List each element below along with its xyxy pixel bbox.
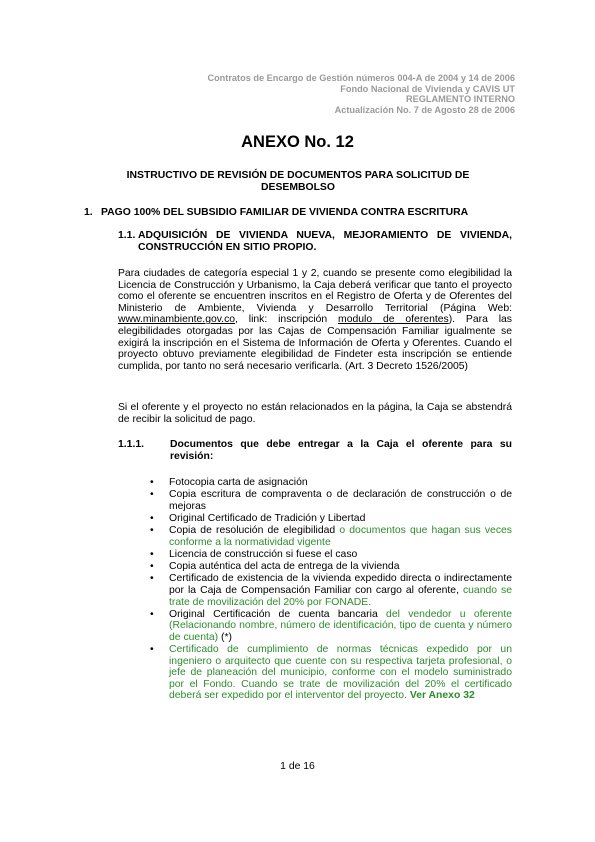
document-item [150,489,512,512]
section-1-1-1-number: 1.1.1. [118,439,144,450]
section-1-1-line1: ADQUISICIÓN DE VIVIENDA NUEVA, MEJORAMIENTO DE VIVIENDA, [138,230,512,241]
document-item-text-black: Copia escritura de compraventa o de declaración de construcción o de mejoras [169,489,512,512]
bullet-icon: • [150,573,154,585]
bullet-icon: • [150,608,154,620]
document-item [150,525,512,548]
page-header [207,73,515,115]
bullet-icon: • [150,489,154,501]
section-1-1-heading [118,230,512,253]
document-subtitle: INSTRUCTIVO DE REVISIÓN DE DOCUMENTOS PARA SOLICITUD DE DESEMBOLSO [126,170,470,193]
document-item-text-green: o documentos que hagan sus veces conforme a la normatividad vigente [169,525,512,548]
document-item-text-black: Original Certificación de cuenta bancaria [169,608,378,620]
document-title: ANEXO No. 12 [241,133,354,151]
bullet-icon: • [150,477,154,488]
section-1-1-1-label: Documentos que debe entregar a la Caja el oferente para su revisión: [170,439,512,462]
document-item-text-black: Copia de resolución de elegibilidad [169,525,336,537]
document-item [150,561,512,573]
header-line-regulation: REGLAMENTO INTERNO [405,94,515,105]
document-item-text-tail: (*) [218,631,232,643]
section-1-1-1-heading [118,439,512,462]
header-line-fund: Fondo Nacional de Vivienda y CAVIS UT [340,83,515,94]
document-item-text-black: Licencia de construcción si fuese el caso [169,548,358,560]
document-item-text-green: cuando se trate de movilización del 20% por FONADE. [169,584,512,608]
document-item [150,513,512,525]
paragraph-1-text-c: ). Para las elegibilidades otorgadas por las Cajas de Compensación Familiar igualmente se exigirá la inscripción en el Sistema de Información de Oferta y Oferentes. Cuando el proyecto obtuvo previamente elegibilidad de Findeter esta inscripción se entiende cumplida, por tanto no será necesario verificarla. (Art. 3 Decreto 1526/2005) [118,314,512,372]
page-number: 1 de 16 [280,761,315,772]
document-item [150,573,512,608]
ministry-website-link[interactable]: www.minambiente.gov.co [118,314,236,326]
required-documents-list [150,477,512,703]
document-item-text-green-bold: Ver Anexo 32 [406,690,475,702]
bullet-icon: • [150,525,154,537]
paragraph-rejection-note: Si el oferente y el proyecto no están relacionados en la página, la Caja se abstendrá de recibir la solicitud de pago. [118,402,512,425]
document-item [150,549,512,561]
document-item [150,477,512,489]
bullet-icon: • [150,548,154,560]
document-item-text-black: Fotocopia carta de asignación [169,477,308,488]
paragraph-1-text-a: Para ciudades de categoría especial 1 y 2, cuando se presente como elegibilidad la Licencia de Construcción y Urbanismo, la Caja deberá verificar que tanto el proyecto como el oferente se encuentren inscritos en el Registro de Oferta y de Oferentes del Ministerio de Ambiente, Vivienda y Desarrollo Territorial (Página Web: [118,268,512,314]
offerors-module-link[interactable]: modulo de oferentes [338,314,449,326]
section-1-1-number: 1.1. [118,230,136,241]
document-item [150,644,512,702]
document-item-text-green: Certificado de cumplimiento de normas técnicas expedido por un ingeniero o arquitecto que cuente con su respectiva tarjeta profesional, o jefe de planeación del municipio, conforme con el modelo suministrado por el Fondo. Cuando se trate de movilización del 20% el certificado deberá ser expedido por el interventor del proyecto. [169,644,512,702]
document-item-text-green: del vendedor u oferente (Relacionando nombre, número de identificación, tipo de cuenta y número de cuenta) [169,608,512,643]
section-1-label: PAGO 100% DEL SUBSIDIO FAMILIAR DE VIVIENDA CONTRA ESCRITURA [101,207,469,218]
document-item [150,609,512,644]
section-1-1-line2: CONSTRUCCIÓN EN SITIO PROPIO. [138,241,317,253]
document-item-text-black: Certificado de existencia de la vivienda expedido directa o indirectamente por la Caja de Compensación Familiar con cargo al oferente, [169,573,512,596]
bullet-icon: • [150,512,154,524]
bullet-icon: • [150,561,154,573]
document-item-text-black: Original Certificado de Tradición y Libertad [169,512,366,524]
section-1-number: 1. [84,207,93,218]
header-line-contracts: Contratos de Encargo de Gestión números 004-A de 2004 y 14 de 2006 [207,73,515,83]
paragraph-registry-verification [118,268,512,372]
header-line-update: Actualización No. 7 de Agosto 28 de 2006 [334,104,515,115]
document-item-text-black: Copia auténtica del acta de entrega de la vivienda [169,561,400,573]
bullet-icon: • [150,644,154,656]
paragraph-1-text-b: , link: inscripción [235,314,339,326]
